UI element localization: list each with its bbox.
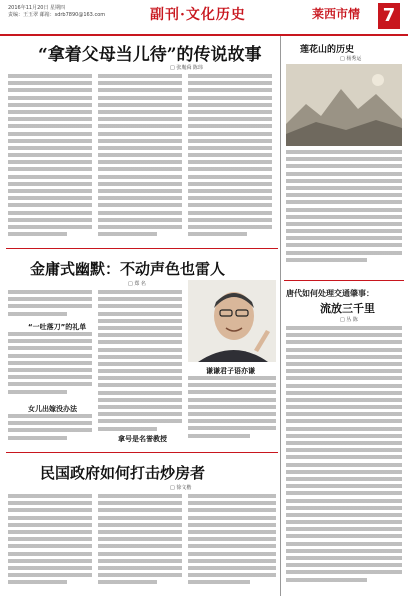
- jinyong-portrait: [188, 280, 276, 362]
- side1-body: [286, 150, 402, 275]
- jinyong-col-1a: [8, 290, 92, 320]
- side2-byline: □ 丛 陈: [340, 317, 358, 323]
- jinyong-col-2: [98, 290, 182, 445]
- republic-byline: □ 徐文楷: [170, 485, 192, 491]
- jinyong-byline: □ 郑 名: [128, 281, 146, 287]
- main-article-col-1: [8, 74, 92, 244]
- jinyong-subhead-4: 拿号是名誉教授: [118, 435, 167, 443]
- jinyong-subhead-1: “一吐落刀”的礼单: [28, 323, 87, 331]
- header-date: 2016年11月20日 星期四: [8, 5, 66, 11]
- jinyong-col-1c: [8, 414, 92, 444]
- main-article-col-2: [98, 74, 182, 244]
- section-title: 副刊·文化历史: [150, 7, 246, 23]
- jinyong-col-1b: [8, 332, 92, 402]
- main-article-byline: □ 张胤舜 陈玮: [170, 65, 203, 71]
- republic-col-3: [188, 494, 276, 594]
- republic-title: 民国政府如何打击炒房者: [40, 464, 206, 482]
- main-article-col-3: [188, 74, 272, 244]
- portrait-illustration: [188, 280, 276, 362]
- jinyong-subhead-3: 谦谦君子语亦谦: [206, 367, 255, 375]
- side2-title: 唐代如何处理交通肇事：: [286, 288, 374, 298]
- main-article-title: “拿着父母当儿待”的传说故事: [38, 45, 262, 65]
- jinyong-title: 金庸式幽默：不动声色也雷人: [30, 260, 226, 278]
- side1-title: 莲花山的历史: [300, 45, 355, 55]
- lotus-mountain-illustration: [286, 64, 402, 146]
- republic-col-1: [8, 494, 92, 594]
- jinyong-top-rule: [6, 248, 278, 249]
- header-meta: [8, 5, 105, 19]
- side2-title-2: 流放三千里: [320, 302, 375, 315]
- side1-byline: □ 杨秀运: [340, 56, 362, 62]
- jinyong-subhead-2: 女儿出嫁没办法: [28, 405, 77, 413]
- masthead: 莱西市情: [312, 7, 361, 21]
- republic-top-rule: [6, 452, 278, 453]
- side1-photo: [286, 64, 402, 146]
- page-number: 7: [378, 3, 400, 29]
- header-editor: 责编：王玉翠 邮箱：sdrb7890@163.com: [8, 12, 106, 18]
- side2-top-rule: [284, 280, 404, 281]
- side2-body: [286, 326, 402, 592]
- column-divider: [280, 36, 281, 596]
- jinyong-col-3: [188, 376, 276, 446]
- republic-col-2: [98, 494, 182, 594]
